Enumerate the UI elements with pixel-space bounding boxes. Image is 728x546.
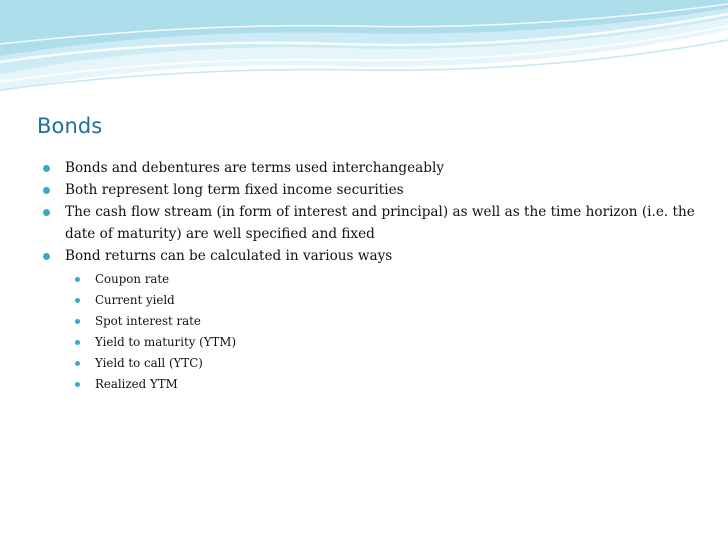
- sub-bullet-text: Current yield: [95, 293, 175, 307]
- bullet-text: Both represent long term fixed income securities: [65, 182, 404, 198]
- sub-bullet-text: Yield to maturity (YTM): [95, 335, 237, 349]
- sub-bullet-dot-icon: [75, 382, 80, 387]
- sub-bullet-item: [65, 332, 697, 353]
- bullet-item: [37, 201, 697, 245]
- bullet-text: Bonds and debentures are terms used interchangeably: [65, 160, 444, 176]
- sub-bullet-dot-icon: [75, 340, 80, 345]
- bullet-item: [37, 179, 697, 201]
- sub-bullet-item: [65, 269, 697, 290]
- sub-bullet-dot-icon: [75, 319, 80, 324]
- bullet-dot-icon: [43, 209, 50, 216]
- bullet-text: Bond returns can be calculated in various ways: [65, 248, 393, 264]
- sub-bullet-text: Spot interest rate: [95, 314, 201, 328]
- sub-bullet-item: [65, 290, 697, 311]
- sub-bullet-item: [65, 311, 697, 332]
- bullet-dot-icon: [43, 165, 50, 172]
- header-wave-decoration: [0, 0, 728, 96]
- sub-bullet-list: [65, 269, 697, 395]
- bullet-list: [37, 157, 697, 395]
- bullet-dot-icon: [43, 253, 50, 260]
- bullet-dot-icon: [43, 187, 50, 194]
- sub-bullet-dot-icon: [75, 361, 80, 366]
- bullet-text: The cash flow stream (in form of interest and principal) as well as the time horizon (i.e. the date of maturity) are well specified and fixed: [65, 204, 695, 242]
- sub-bullet-text: Coupon rate: [95, 272, 170, 286]
- sub-bullet-dot-icon: [75, 298, 80, 303]
- sub-bullet-text: Yield to call (YTC): [95, 356, 203, 370]
- bullet-item: [37, 157, 697, 179]
- sub-bullet-dot-icon: [75, 277, 80, 282]
- sub-bullet-text: Realized YTM: [95, 377, 178, 391]
- slide-title: Bonds: [37, 114, 103, 138]
- sub-bullet-item: [65, 353, 697, 374]
- bullet-item: [37, 245, 697, 395]
- sub-bullet-item: [65, 374, 697, 395]
